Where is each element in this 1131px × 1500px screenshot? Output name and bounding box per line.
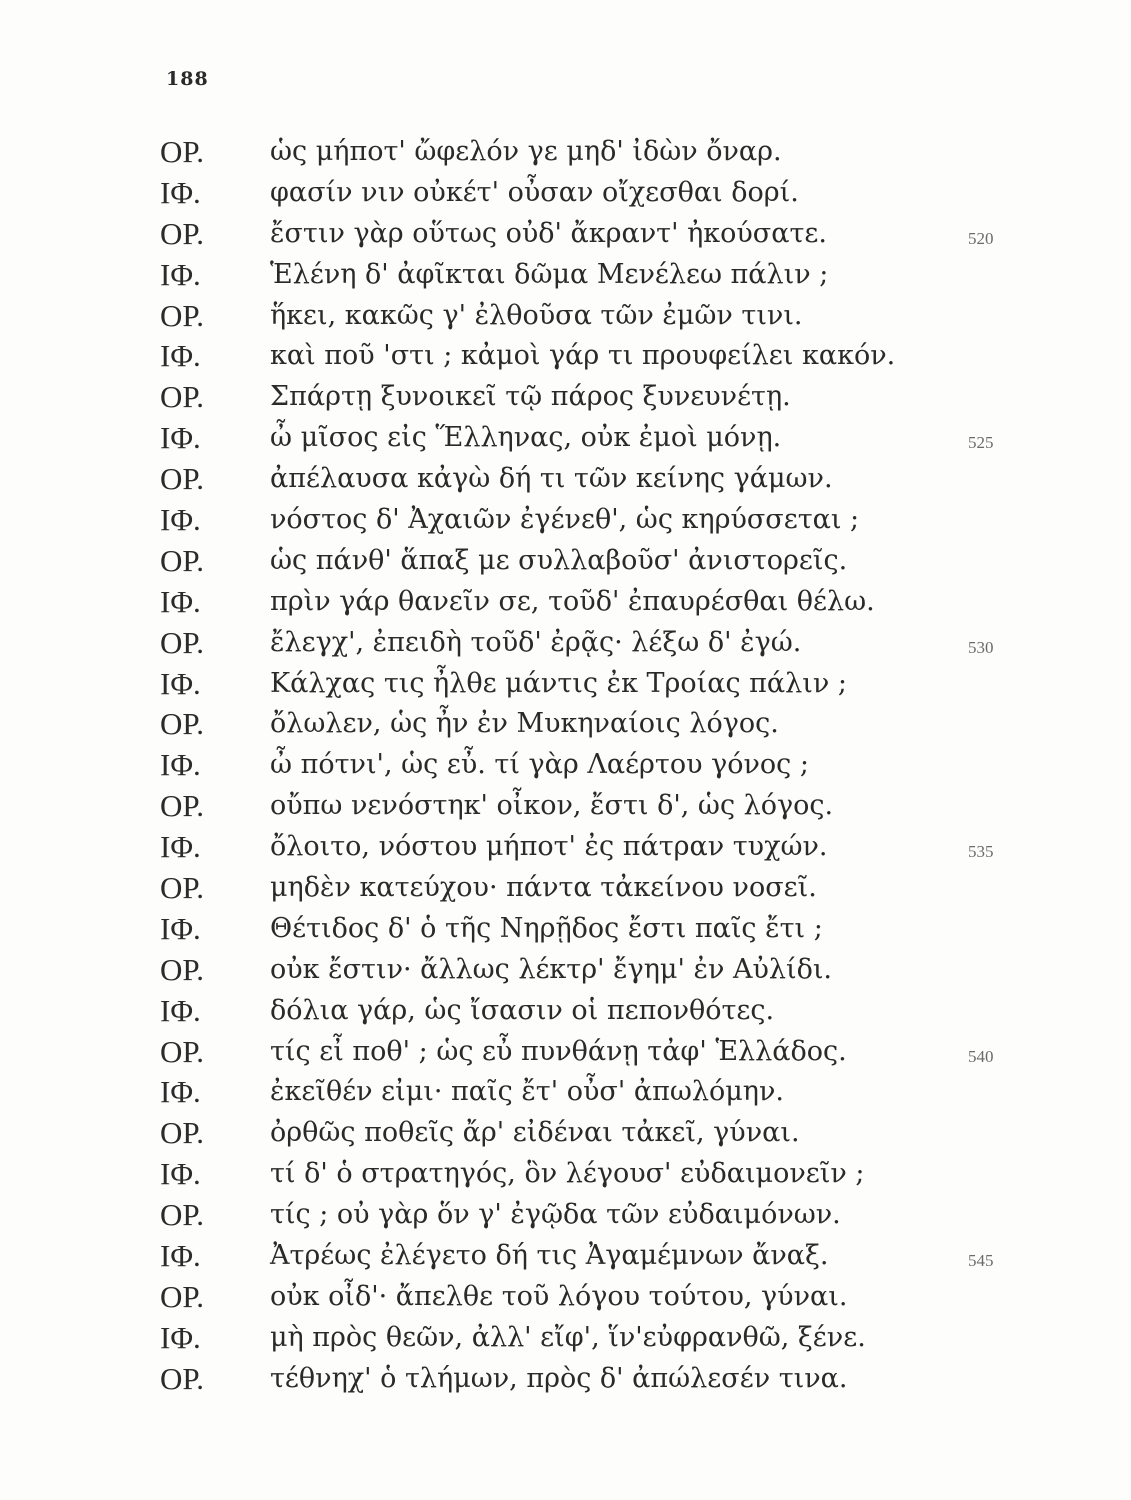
- line-number: 520: [968, 228, 994, 248]
- verse-text: οὐκ ἔστιν· ἄλλως λέκτρ' ἔγημ' ἐν Αὐλίδι.: [270, 953, 832, 985]
- verse-line: [0, 503, 1131, 544]
- speaker-label: ΟΡ.: [160, 870, 204, 906]
- verse-line: [0, 258, 1131, 299]
- verse-text: ὀρθῶς ποθεῖς ἄρ' εἰδέναι τἀκεῖ, γύναι.: [270, 1117, 800, 1149]
- verse-text: τέθνηχ' ὁ τλήμων, πρὸς δ' ἀπώλεσέν τινα.: [270, 1362, 848, 1394]
- speaker-label: ΟΡ.: [160, 1197, 204, 1233]
- verse-text: ἔστιν γὰρ οὕτως οὐδ' ἄκραντ' ἠκούσατε.: [270, 217, 827, 249]
- verse-line: [0, 748, 1131, 789]
- verse-text: ἥκει, κακῶς γ' ἐλθοῦσα τῶν ἐμῶν τινι.: [270, 299, 803, 331]
- speaker-label: ΙΦ.: [160, 583, 201, 619]
- verse-line: [0, 1321, 1131, 1362]
- line-number: 525: [968, 433, 994, 453]
- verse-text: Ἑλένη δ' ἀφῖκται δῶμα Μενέλεω πάλιν ;: [270, 258, 829, 290]
- line-number: 530: [968, 637, 994, 657]
- verse-line: [0, 789, 1131, 830]
- speaker-label: ΙΦ.: [160, 174, 201, 210]
- verse-text: τίς ; οὐ γὰρ ὅν γ' ἐγῷδα τῶν εὐδαιμόνων.: [270, 1199, 841, 1231]
- verse-text: τίς εἶ ποθ' ; ὡς εὖ πυνθάνῃ τἀφ' Ἑλλάδος.: [270, 1035, 847, 1067]
- verse-line: [0, 994, 1131, 1035]
- verse-text: Σπάρτῃ ξυνοικεῖ τῷ πάρος ξυνευνέτῃ.: [270, 381, 791, 413]
- verse-line: [0, 1239, 1131, 1280]
- speaker-label: ΟΡ.: [160, 1278, 204, 1314]
- speaker-label: ΟΡ.: [160, 624, 204, 660]
- verse-text: φασίν νιν οὐκέτ' οὖσαν οἴχεσθαι δορί.: [270, 176, 799, 208]
- verse-line: [0, 299, 1131, 340]
- verse-line: [0, 1198, 1131, 1239]
- verse-text: μηδὲν κατεύχου· πάντα τἀκείνου νοσεῖ.: [270, 872, 817, 904]
- verse-line: [0, 1075, 1131, 1116]
- verse-line: [0, 176, 1131, 217]
- line-number: 545: [968, 1251, 994, 1271]
- speaker-label: ΙΦ.: [160, 1156, 201, 1192]
- verse-line: [0, 544, 1131, 585]
- verse-line: [0, 217, 1131, 258]
- speaker-label: ΟΡ.: [160, 215, 204, 251]
- line-number: 535: [968, 842, 994, 862]
- speaker-label: ΟΡ.: [160, 1360, 204, 1396]
- speaker-label: ΟΡ.: [160, 542, 204, 578]
- verse-text: ἔλεγχ', ἐπειδὴ τοῦδ' ἐρᾷς· λέξω δ' ἐγώ.: [270, 626, 802, 658]
- verse-dialogue: [0, 135, 1131, 1403]
- speaker-label: ΙΦ.: [160, 747, 201, 783]
- speaker-label: ΙΦ.: [160, 910, 201, 946]
- verse-text: ὦ μῖσος εἰς Ἕλληνας, οὐκ ἐμοὶ μόνῃ.: [270, 422, 782, 454]
- speaker-label: ΙΦ.: [160, 665, 201, 701]
- verse-line: [0, 135, 1131, 176]
- line-number: 540: [968, 1046, 994, 1066]
- speaker-label: ΙΦ.: [160, 1074, 201, 1110]
- verse-line: [0, 1157, 1131, 1198]
- speaker-label: ΙΦ.: [160, 256, 201, 292]
- verse-text: ἐκεῖθέν εἰμι· παῖς ἔτ' οὖσ' ἀπωλόμην.: [270, 1076, 784, 1108]
- speaker-label: ΙΦ.: [160, 502, 201, 538]
- verse-line: [0, 953, 1131, 994]
- verse-text: ὦ πότνι', ὡς εὖ. τί γὰρ Λαέρτου γόνος ;: [270, 749, 809, 781]
- verse-line: [0, 830, 1131, 871]
- verse-line: [0, 462, 1131, 503]
- speaker-label: ΟΡ.: [160, 297, 204, 333]
- speaker-label: ΙΦ.: [160, 420, 201, 456]
- speaker-label: ΟΡ.: [160, 461, 204, 497]
- verse-text: ὡς μήποτ' ὤφελόν γε μηδ' ἰδὼν ὄναρ.: [270, 136, 782, 167]
- verse-text: ὡς πάνθ' ἅπαξ με συλλαβοῦσ' ἀνιστορεῖς.: [270, 544, 848, 576]
- speaker-label: ΙΦ.: [160, 992, 201, 1028]
- speaker-label: ΟΡ.: [160, 951, 204, 987]
- verse-line: [0, 626, 1131, 667]
- verse-line: [0, 871, 1131, 912]
- verse-text: οὔπω νενόστηκ' οἶκον, ἔστι δ', ὡς λόγος.: [270, 790, 834, 822]
- speaker-label: ΟΡ.: [160, 1033, 204, 1069]
- verse-text: ὄλοιτο, νόστου μήποτ' ἐς πάτραν τυχών.: [270, 831, 828, 863]
- verse-line: [0, 339, 1131, 380]
- verse-line: [0, 707, 1131, 748]
- page-number: 188: [166, 68, 209, 90]
- verse-text: Κάλχας τις ἦλθε μάντις ἐκ Τροίας πάλιν ;: [270, 667, 847, 699]
- verse-text: ἀπέλαυσα κἀγὼ δή τι τῶν κείνης γάμων.: [270, 463, 833, 495]
- verse-line: [0, 667, 1131, 708]
- speaker-label: ΟΡ.: [160, 134, 204, 169]
- speaker-label: ΙΦ.: [160, 338, 201, 374]
- verse-line: [0, 1035, 1131, 1076]
- verse-line: [0, 1116, 1131, 1157]
- speaker-label: ΙΦ.: [160, 829, 201, 865]
- verse-text: μὴ πρὸς θεῶν, ἀλλ' εἴφ', ἵν'εὐφρανθῶ, ξένε.: [270, 1321, 866, 1353]
- verse-line: [0, 380, 1131, 421]
- speaker-label: ΟΡ.: [160, 379, 204, 415]
- verse-text: ὄλωλεν, ὡς ἦν ἐν Μυκηναίοις λόγος.: [270, 708, 779, 740]
- speaker-label: ΙΦ.: [160, 1319, 201, 1355]
- speaker-label: ΟΡ.: [160, 788, 204, 824]
- speaker-label: ΙΦ.: [160, 1238, 201, 1274]
- verse-text: Θέτιδος δ' ὁ τῆς Νηρῇδος ἔστι παῖς ἔτι ;: [270, 912, 823, 944]
- speaker-label: ΟΡ.: [160, 706, 204, 742]
- verse-line: [0, 421, 1131, 462]
- verse-text: Ἀτρέως ἐλέγετο δή τις Ἀγαμέμνων ἄναξ.: [270, 1240, 829, 1272]
- verse-line: [0, 585, 1131, 626]
- verse-line: [0, 1280, 1131, 1321]
- verse-text: πρὶν γάρ θανεῖν σε, τοῦδ' ἐπαυρέσθαι θέλω.: [270, 585, 875, 617]
- verse-text: νόστος δ' Ἀχαιῶν ἐγένεθ', ὡς κηρύσσεται ;: [270, 504, 860, 536]
- verse-line: [0, 912, 1131, 953]
- verse-text: τί δ' ὁ στρατηγός, ὃν λέγουσ' εὐδαιμονεῖν ;: [270, 1158, 865, 1190]
- verse-text: καὶ ποῦ 'στι ; κἀμοὶ γάρ τι προυφείλει κακόν.: [270, 340, 896, 372]
- verse-text: δόλια γάρ, ὡς ἴσασιν οἱ πεπονθότες.: [270, 994, 775, 1026]
- verse-line: [0, 1362, 1131, 1403]
- speaker-label: ΟΡ.: [160, 1115, 204, 1151]
- verse-text: οὐκ οἶδ'· ἄπελθε τοῦ λόγου τούτου, γύναι.: [270, 1280, 848, 1312]
